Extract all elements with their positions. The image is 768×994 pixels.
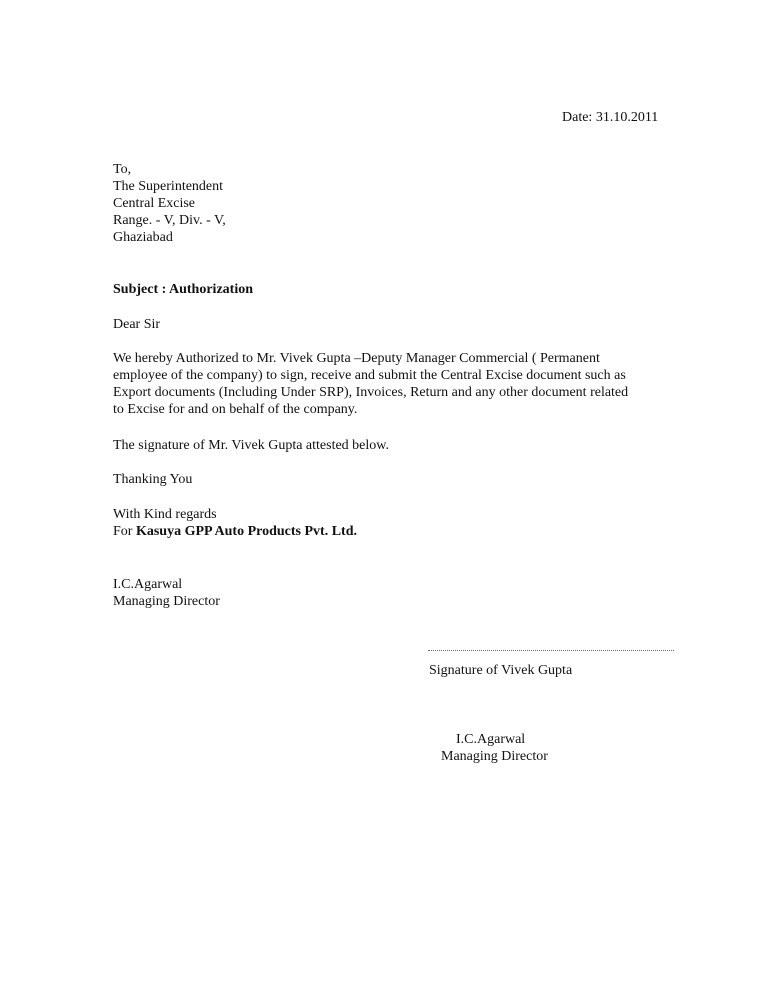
company-name: Kasuya GPP Auto Products Pvt. Ltd. [135,524,357,539]
body-line-2: employee of the company) to sign, receive and submit the Central Excise document such as [113,368,626,383]
salutation: Dear Sir [113,317,161,332]
address-line-2: Central Excise [113,196,196,211]
company-line [113,523,357,540]
company-prefix: For [113,524,136,539]
address-to: To, [113,162,132,177]
signature-dotted-line [428,648,674,651]
subject-line: Subject : Authorization [113,282,253,297]
signatory-title: Managing Director [113,594,220,609]
address-line-3: Range. - V, Div. - V, [113,213,226,228]
body-line-1: We hereby Authorized to Mr. Vivek Gupta –Deputy Manager Commercial ( Permanent [113,351,600,366]
signature-label: Signature of Vivek Gupta [429,663,573,678]
address-line-1: The Superintendent [113,179,224,194]
signatory-name: I.C.Agarwal [113,577,183,592]
body-line-3: Export documents (Including Under SRP), Invoices, Return and any other document related [113,385,629,400]
closing-regards: With Kind regards [113,507,217,522]
closing-thanks: Thanking You [113,472,193,487]
body-line-4: to Excise for and on behalf of the company. [113,402,358,417]
address-line-4: Ghaziabad [113,230,173,245]
attester-name: I.C.Agarwal [456,732,526,747]
attester-title: Managing Director [441,749,548,764]
letter-date: Date: 31.10.2011 [562,110,659,125]
attest-statement: The signature of Mr. Vivek Gupta attested below. [113,438,389,453]
